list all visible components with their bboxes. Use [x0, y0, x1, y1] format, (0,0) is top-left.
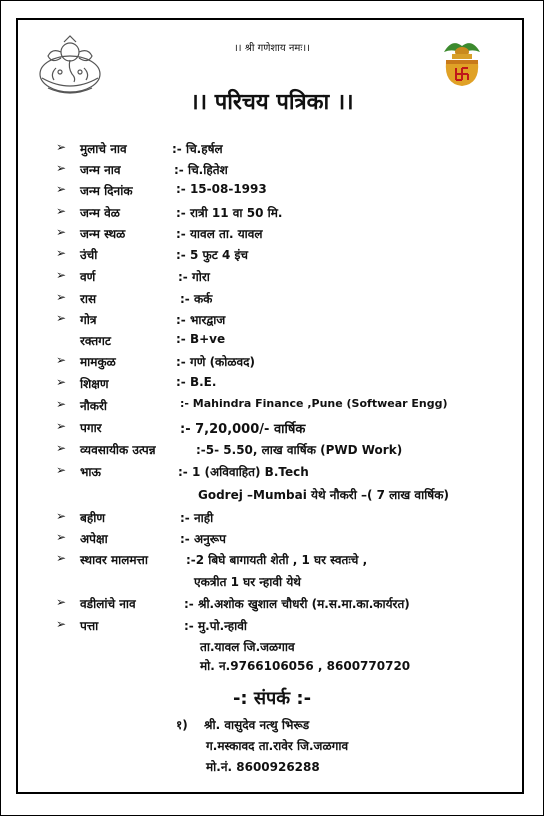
arrow-bullet-icon: ➢ [56, 204, 67, 218]
property-line2: एकत्रीत 1 घर न्हावी येथे [194, 575, 301, 589]
contact-number: १) [176, 718, 188, 732]
arrow-bullet-icon: ➢ [56, 268, 67, 282]
arrow-bullet-icon: ➢ [56, 595, 67, 609]
address-line3: मो. न.9766106056 , 8600770720 [200, 659, 411, 673]
arrow-bullet-icon: ➢ [56, 290, 67, 304]
contact-name: श्री. वासुदेव नत्थु भिरूड [204, 718, 310, 732]
arrow-bullet-icon: ➢ [56, 509, 67, 523]
invocation-text: ।। श्री गणेशाय नमः।। [234, 43, 310, 54]
arrow-bullet-icon: ➢ [56, 225, 67, 239]
brother-job-line: Godrej –Mumbai येथे नौकरी –( 7 लाख वार्षिक) [198, 488, 449, 502]
arrow-bullet-icon: ➢ [56, 617, 67, 631]
arrow-bullet-icon: ➢ [56, 161, 67, 175]
arrow-bullet-icon: ➢ [56, 311, 67, 325]
arrow-bullet-icon: ➢ [56, 530, 67, 544]
document-title: ।। परिचय पत्रिका ।। [190, 90, 354, 115]
arrow-bullet-icon: ➢ [56, 397, 67, 411]
arrow-bullet-icon: ➢ [56, 551, 67, 565]
arrow-bullet-icon: ➢ [56, 246, 67, 260]
contact-mobile: मो.नं. 8600926288 [206, 760, 320, 774]
contact-address: ग.मस्कावद ता.रावेर जि.जळगाव [206, 739, 349, 753]
arrow-bullet-icon: ➢ [56, 140, 67, 154]
arrow-bullet-icon: ➢ [56, 182, 67, 196]
contact-heading: -: संपर्क :- [232, 688, 312, 709]
arrow-bullet-icon: ➢ [56, 441, 67, 455]
arrow-bullet-icon: ➢ [56, 353, 67, 367]
arrow-bullet-icon: ➢ [56, 463, 67, 477]
arrow-bullet-icon: ➢ [56, 375, 67, 389]
arrow-bullet-icon: ➢ [56, 419, 67, 433]
address-line2: ता.यावल जि.जळगाव [200, 640, 295, 654]
